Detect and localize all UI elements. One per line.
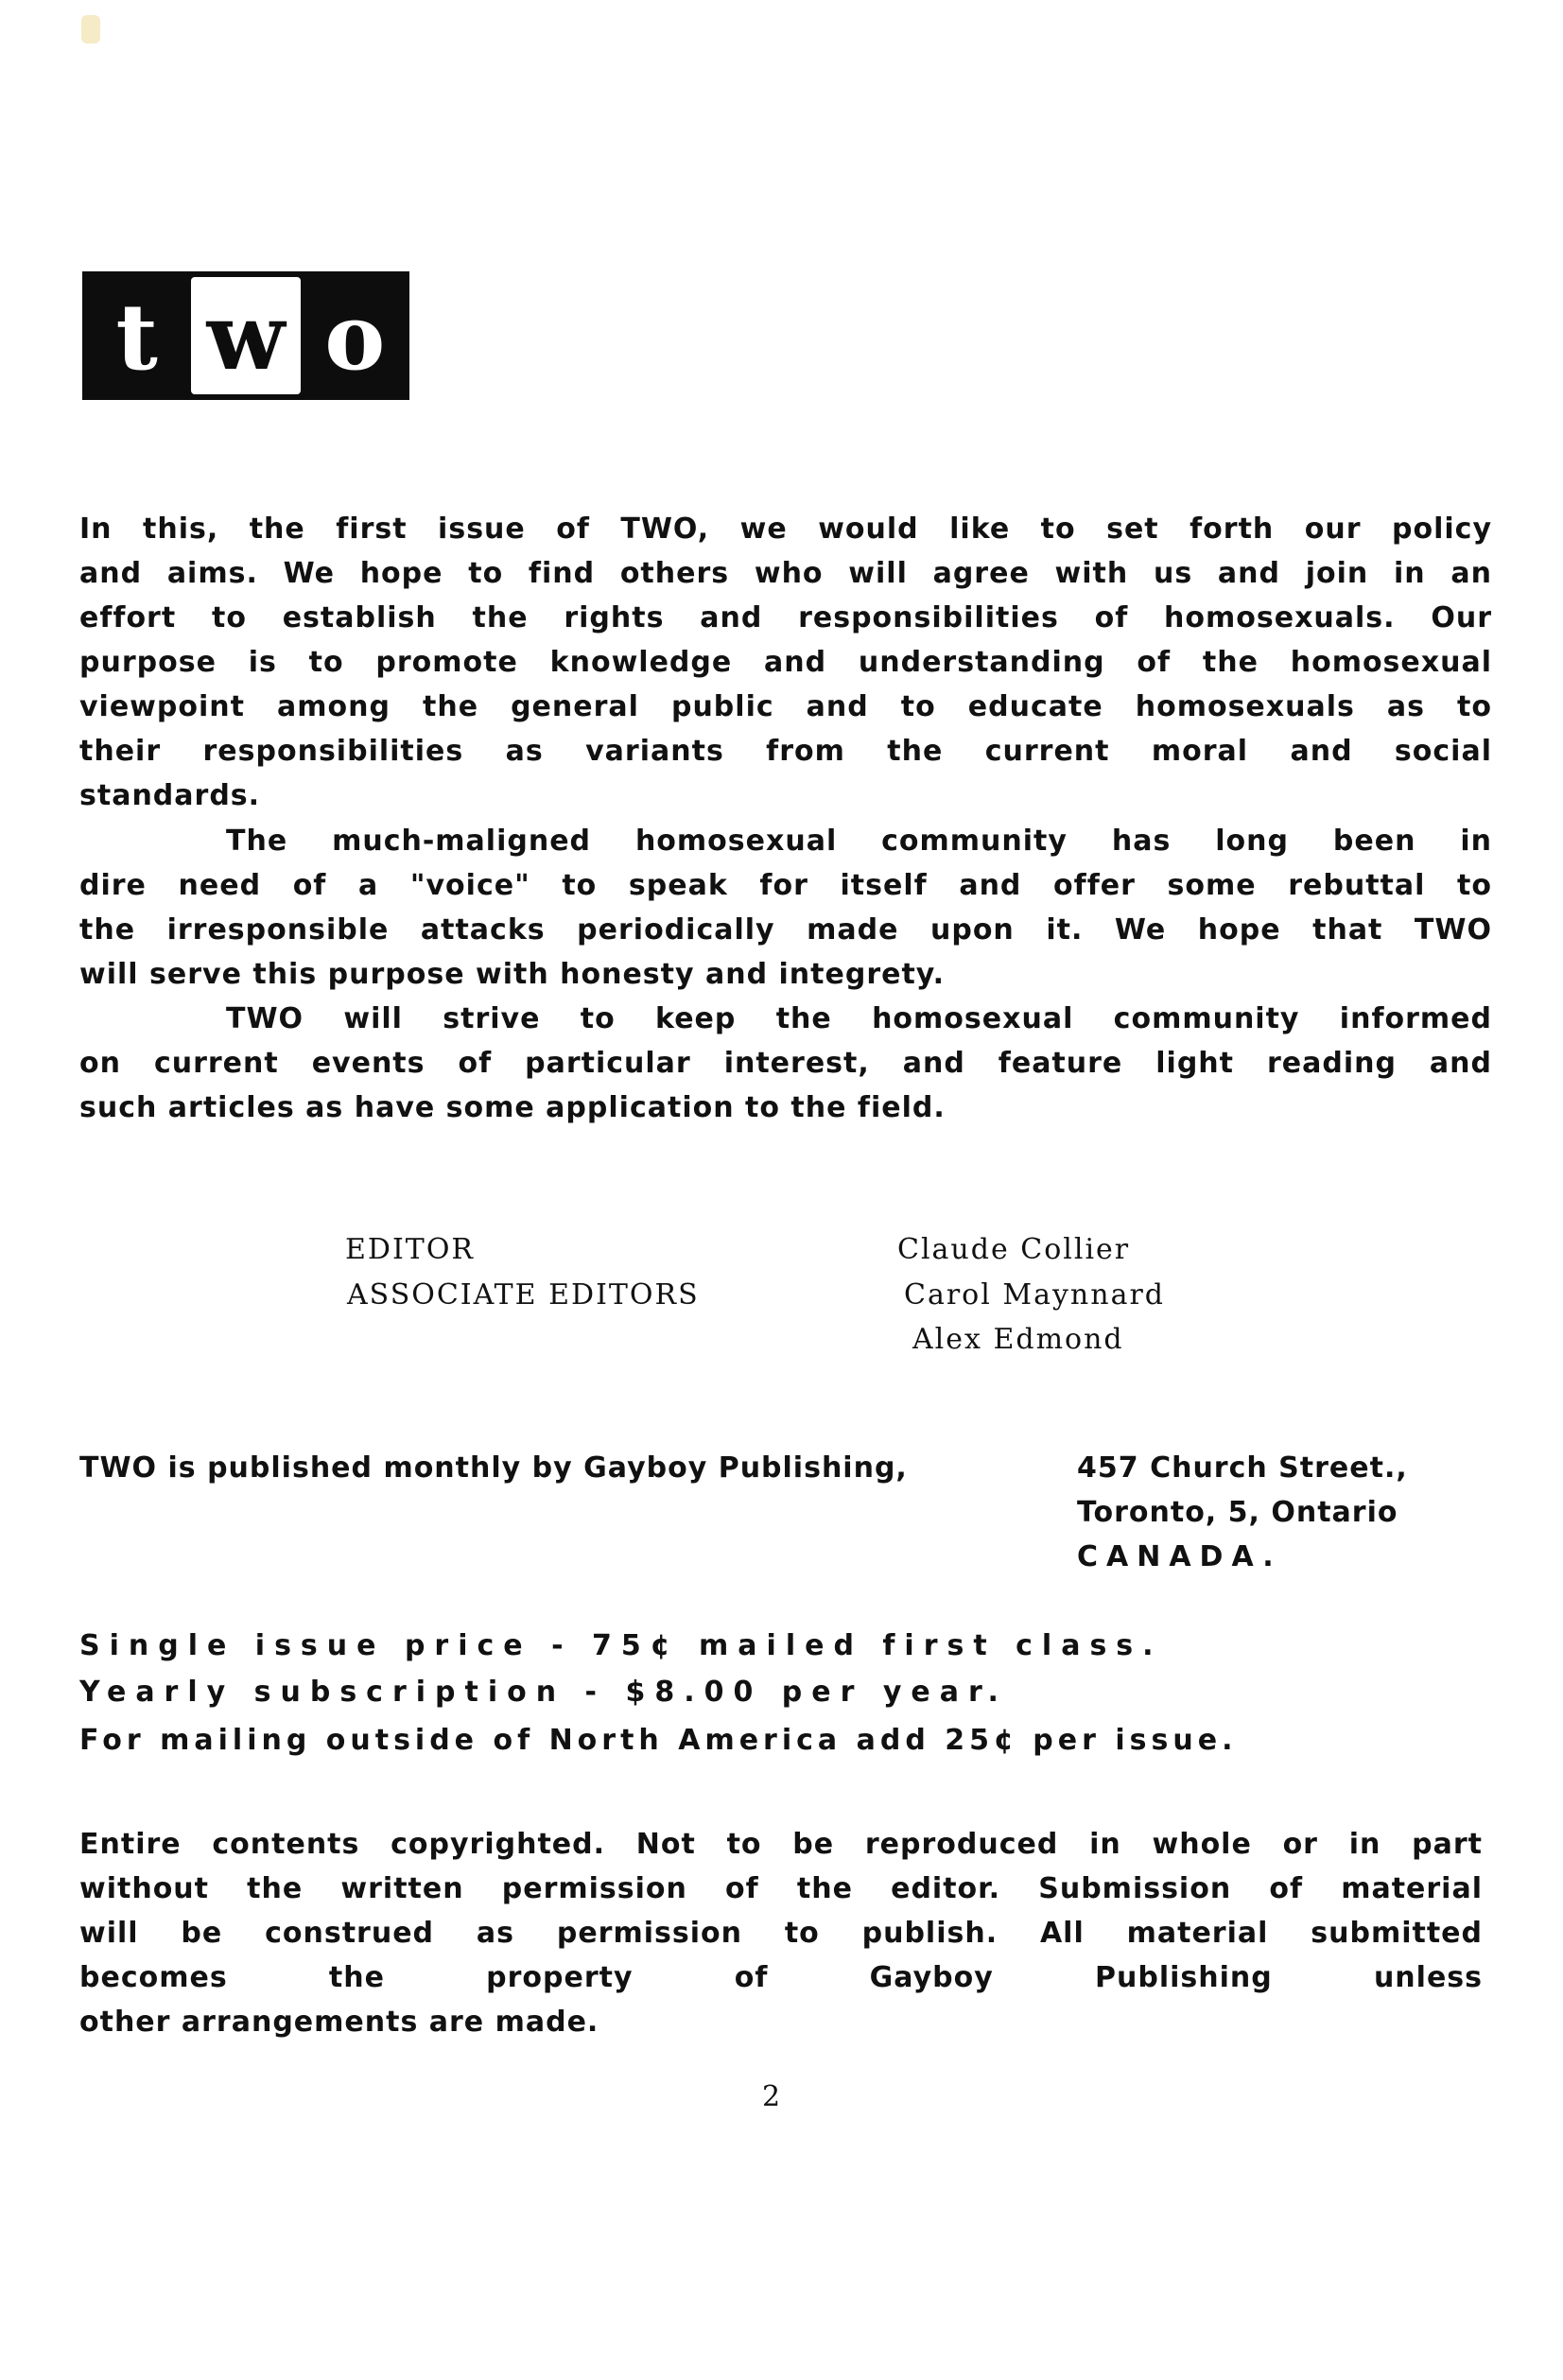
text-line: TWO will strive to keep the homosexual community informed — [226, 1002, 1492, 1035]
text-line: without the written permission of the editor. Submission of material — [79, 1872, 1483, 1905]
logo-letter-w: w — [191, 277, 300, 394]
pricing — [79, 1624, 1237, 1763]
text-line: will serve this purpose with honesty and integrety. — [79, 958, 946, 991]
editor-name: Claude Collier — [897, 1233, 1131, 1266]
text-line: such articles as have some application to the field. — [79, 1091, 946, 1124]
two-logo — [82, 271, 409, 400]
associate-editor-name: Alex Edmond — [912, 1323, 1124, 1356]
address-line: Toronto, 5, Ontario — [1077, 1496, 1398, 1529]
text-line: purpose is to promote knowledge and understanding of the homosexual — [79, 646, 1492, 679]
paper-stain — [81, 15, 100, 43]
text-line: standards. — [79, 779, 261, 812]
text-line: viewpoint among the general public and to educate homosexuals as to — [79, 690, 1492, 723]
associate-editors-label: ASSOCIATE EDITORS — [347, 1278, 700, 1312]
intro-paragraph-1 — [79, 507, 1492, 818]
editor-label: EDITOR — [345, 1233, 475, 1266]
publisher-line — [79, 1446, 908, 1490]
address-line: CANADA. — [1077, 1540, 1282, 1573]
price-line: Yearly subscription - $8.00 per year. — [79, 1676, 1008, 1709]
text-line: the irresponsible attacks periodically made upon it. We hope that TWO — [79, 913, 1492, 947]
associate-editor-name: Carol Maynnard — [904, 1278, 1165, 1312]
address-line: 457 Church Street., — [1077, 1451, 1408, 1485]
text-line: effort to establish the rights and responsibilities of homosexuals. Our — [79, 601, 1492, 634]
intro-paragraph-2 — [79, 819, 1492, 997]
text-line: The much-maligned homosexual community has long been in — [226, 825, 1492, 858]
logo-letter-o: o — [324, 284, 386, 391]
text-line: their responsibilities as variants from the current moral and social — [79, 735, 1492, 768]
logo-letter-t: t — [115, 284, 158, 391]
text-line: other arrangements are made. — [79, 2006, 599, 2039]
text-line: becomes the property of Gayboy Publishing unless — [79, 1961, 1483, 1994]
intro-paragraph-3 — [79, 997, 1492, 1130]
publisher-text: TWO is published monthly by Gayboy Publishing, — [79, 1451, 908, 1485]
text-line: and aims. We hope to find others who will agree with us and join in an — [79, 557, 1492, 590]
text-line: on current events of particular interest, and feature light reading and — [79, 1047, 1492, 1080]
price-line: Single issue price - 75¢ mailed first class. — [79, 1629, 1163, 1662]
text-line: Entire contents copyrighted. Not to be reproduced in whole or in part — [79, 1828, 1483, 1861]
text-line: dire need of a "voice" to speak for itself and offer some rebuttal to — [79, 869, 1492, 902]
price-line: For mailing outside of North America add 25¢ per issue. — [79, 1724, 1238, 1757]
copyright-notice — [79, 1822, 1483, 2044]
publisher-address — [1077, 1446, 1408, 1579]
text-line: In this, the first issue of TWO, we would like to set forth our policy — [79, 512, 1492, 546]
text-line: will be construed as permission to publish. All material submitted — [79, 1917, 1483, 1950]
page-number: 2 — [762, 2080, 781, 2113]
